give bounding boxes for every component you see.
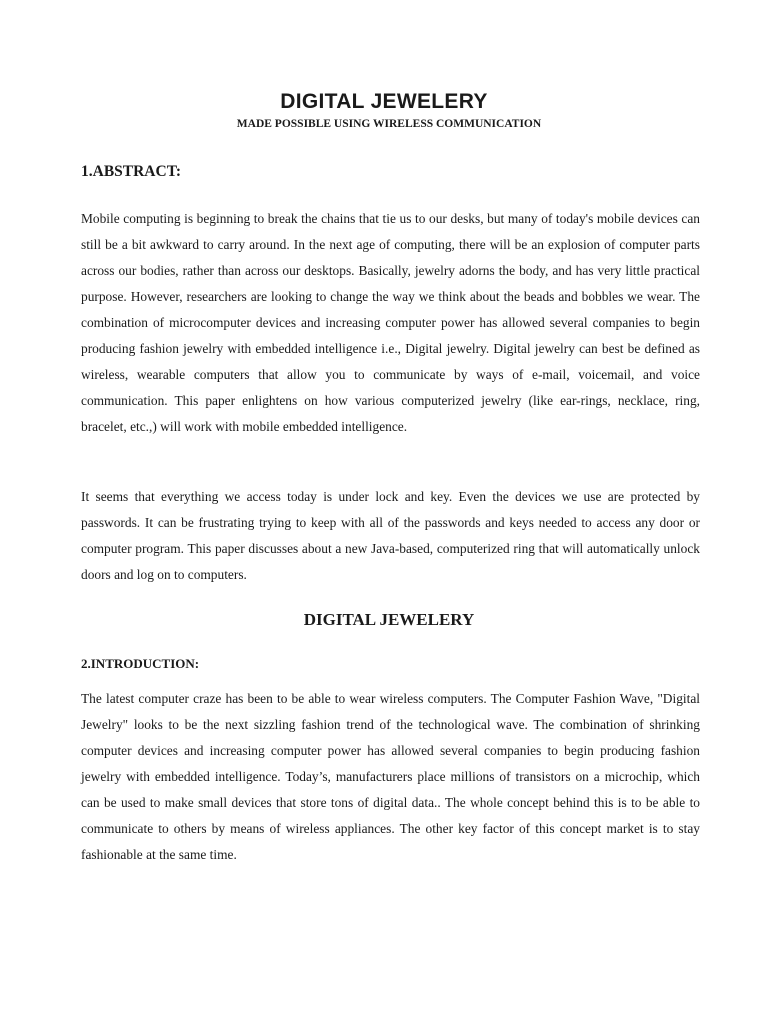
document-subtitle: MADE POSSIBLE USING WIRELESS COMMUNICATION: [236, 118, 542, 130]
abstract-paragraph-1: Mobile computing is beginning to break the chains that tie us to our desks, but many of today's mobile devices can still be a bit awkward to carry around. In the next age of computing, there will be an explosion of computer parts across our bodies, rather than across our desktops. Basically, jewelry adorns the body, and has very little practical purpose. However, researchers are looking to change the way we think about the beads and bobbles we wear. The combination of microcomputer devices and increasing computer power has allowed several companies to begin producing fashion jewelry with embedded intelligence i.e., Digital jewelry. Digital jewelry can best be defined as wireless, wearable computers that allow you to communicate by ways of e-mail, voicemail, and voice communication. This paper enlightens on how various computerized jewelry (like ear-rings, necklace, ring, bracelet, etc.,) will work with mobile embedded intelligence.: [81, 211, 700, 434]
document-title: DIGITAL JEWELERY: [280, 90, 488, 113]
abstract-paragraph-2: It seems that everything we access today is under lock and key. Even the devices we use are protected by passwords. It can be frustrating trying to keep with all of the passwords and keys needed to access any door or computer program. This paper discusses about a new Java-based, computerized ring that will automatically unlock doors and log on to computers.: [81, 489, 700, 582]
abstract-heading: 1.ABSTRACT:: [81, 163, 182, 180]
introduction-paragraph: The latest computer craze has been to be able to wear wireless computers. The Computer Fashion Wave, "Digital Jewelry" looks to be the next sizzling fashion trend of the technological wave. The combination of shrinking computer devices and increasing computer power has allowed several companies to begin producing fashion jewelry with embedded intelligence. Today’s, manufacturers place millions of transistors on a microchip, which can be used to make small devices that store tons of digital data.. The whole concept behind this is to be able to communicate to others by means of wireless appliances. The other key factor of this concept market is to stay fashionable at the same time.: [81, 691, 700, 862]
introduction-heading: 2.INTRODUCTION:: [81, 656, 200, 671]
section-title: DIGITAL JEWELERY: [303, 610, 475, 629]
